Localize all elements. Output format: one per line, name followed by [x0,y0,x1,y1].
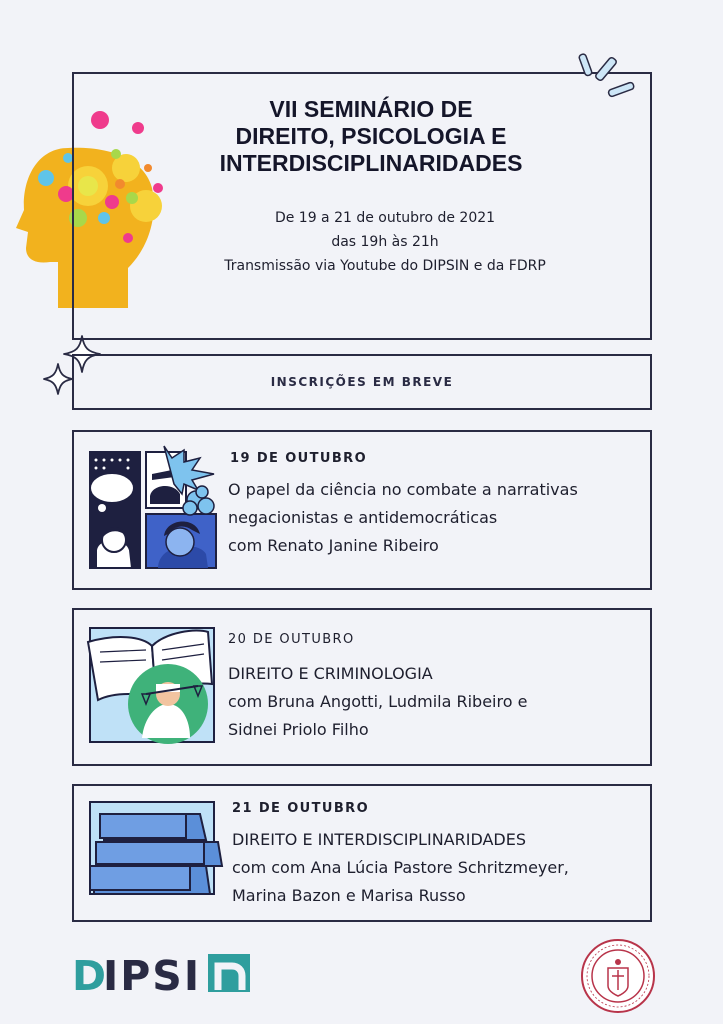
event-info [180,206,590,278]
session-line: DIREITO E CRIMINOLOGIA [228,664,433,683]
university-seal-icon [580,938,656,1014]
session-description [228,660,527,744]
svg-text:D: D [72,952,109,996]
session-line: Marina Bazon e Marisa Russo [232,886,466,905]
comic-strip-icon [88,444,220,572]
info-hours: das 19h às 21h [331,234,439,250]
dipsin-logo [72,952,254,996]
session-date: 19 DE OUTUBRO [230,451,368,466]
title-line: DIREITO, PSICOLOGIA E [235,123,507,149]
session-line: O papel da ciência no combate a narrativas [228,480,578,499]
sparkle-lines-icon [578,50,638,104]
session-line: DIREITO E INTERDISCIPLINARIDADES [232,830,527,849]
session-line: com com Ana Lúcia Pastore Schritzmeyer, [232,858,569,877]
title-line: INTERDISCIPLINARIDADES [219,150,523,176]
session-line: com Bruna Angotti, Ludmila Ribeiro e [228,692,528,711]
session-line: negacionistas e antidemocráticas [228,508,498,527]
session-description [228,476,578,560]
signup-label: INSCRIÇÕES EM BREVE [270,375,454,389]
books-stack-icon [86,800,224,900]
session-date: 21 DE OUTUBRO [232,801,370,816]
justice-book-icon [86,620,218,746]
event-title [206,96,536,177]
session-description [232,826,569,910]
svg-text:IPSI: IPSI [103,952,202,996]
info-broadcast: Transmissão via Youtube do DIPSIN e da FDRP [224,258,546,274]
session-date: 20 DE OUTUBRO [228,632,355,647]
title-line: VII SEMINÁRIO DE [269,96,473,122]
session-line: Sidnei Priolo Filho [228,720,369,739]
session-line: com Renato Janine Ribeiro [228,536,439,555]
info-dates: De 19 a 21 de outubro de 2021 [274,210,496,226]
